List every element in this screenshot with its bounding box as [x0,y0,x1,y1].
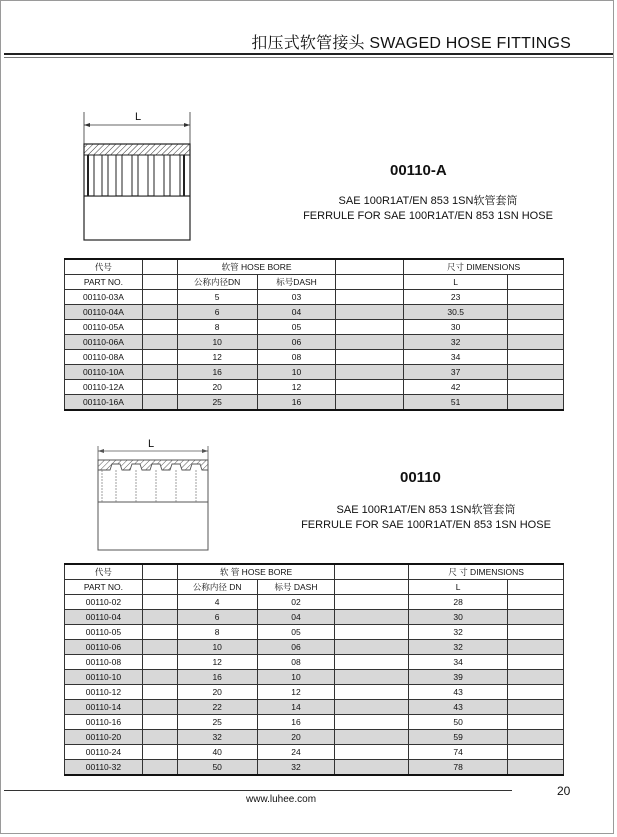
header-dn: 公称内径DN [177,275,257,290]
blank-cell [508,760,564,776]
dash-cell: 05 [257,625,335,640]
header-blank [335,564,409,580]
blank-cell [508,365,564,380]
page-number: 20 [557,784,571,798]
blank-cell [336,380,404,395]
header-l: L [404,275,508,290]
table-row [65,610,564,625]
length-cell: 32 [409,640,508,655]
blank-cell [142,335,177,350]
blank-cell [335,760,409,776]
length-cell: 50 [409,715,508,730]
length-cell: 37 [404,365,508,380]
table-row [65,625,564,640]
dn-cell: 5 [177,290,257,305]
dn-cell: 12 [177,655,257,670]
header-code-cn: 代号 [65,259,143,275]
blank-cell [508,290,564,305]
blank-cell [142,395,177,411]
description-cn: SAE 100R1AT/EN 853 1SN软管套筒 [336,504,516,516]
blank-cell [508,610,564,625]
dn-cell: 12 [177,350,257,365]
blank-cell [508,320,564,335]
dn-cell: 10 [177,335,257,350]
part-number-cell: 00110-06A [65,335,143,350]
header-dash: 标号DASH [257,275,336,290]
part-number-cell: 00110-20 [65,730,143,745]
part-number-cell: 00110-10 [65,670,143,685]
footer-divider [4,790,512,791]
table-row [65,290,564,305]
dash-cell: 24 [257,745,335,760]
blank-cell [142,655,177,670]
dash-cell: 14 [257,700,335,715]
blank-cell [508,380,564,395]
table-row [65,335,564,350]
part-number-cell: 00110-12A [65,380,143,395]
header-blank [142,275,177,290]
header-blank [336,275,404,290]
header-dimensions: 尺寸 DIMENSIONS [404,259,564,275]
dash-cell: 06 [257,640,335,655]
blank-cell [142,305,177,320]
dash-cell: 10 [257,365,336,380]
dash-cell: 12 [257,380,336,395]
blank-cell [335,730,409,745]
header-blank [508,580,564,595]
dash-cell: 03 [257,290,336,305]
blank-cell [508,670,564,685]
dash-cell: 10 [257,670,335,685]
blank-cell [336,350,404,365]
dash-cell: 32 [257,760,335,776]
length-cell: 43 [409,700,508,715]
blank-cell [508,350,564,365]
blank-cell [142,625,177,640]
table-row [65,655,564,670]
part-number-cell: 00110-05A [65,320,143,335]
length-cell: 30.5 [404,305,508,320]
part-number-cell: 00110-06 [65,640,143,655]
part-number-cell: 00110-03A [65,290,143,305]
table-row [65,700,564,715]
header-code-cn: 代号 [65,564,143,580]
blank-cell [142,640,177,655]
blank-cell [142,670,177,685]
blank-cell [142,380,177,395]
header-divider [4,53,613,55]
blank-cell [336,335,404,350]
spec-table [64,563,564,776]
table-row [65,685,564,700]
dn-cell: 10 [177,640,257,655]
header-blank [142,580,177,595]
blank-cell [508,730,564,745]
blank-cell [508,395,564,411]
blank-cell [335,670,409,685]
dash-cell: 12 [257,685,335,700]
table-row [65,320,564,335]
blank-cell [336,320,404,335]
blank-cell [142,700,177,715]
header-blank [336,259,404,275]
table-row [65,745,564,760]
blank-cell [336,395,404,411]
part-number-cell: 00110-32 [65,760,143,776]
length-cell: 30 [409,610,508,625]
blank-cell [142,595,177,610]
header-divider-thin [4,57,613,58]
blank-cell [335,700,409,715]
table-row [65,395,564,411]
dn-cell: 4 [177,595,257,610]
dn-cell: 8 [177,320,257,335]
footer-url: www.luhee.com [246,794,317,805]
dn-cell: 20 [177,685,257,700]
length-cell: 78 [409,760,508,776]
header-hose-bore: 软管 HOSE BORE [177,259,336,275]
dash-cell: 02 [257,595,335,610]
blank-cell [335,595,409,610]
header-dash: 标号 DASH [257,580,335,595]
blank-cell [335,745,409,760]
blank-cell [508,700,564,715]
length-cell: 32 [404,335,508,350]
table-row [65,595,564,610]
blank-cell [335,655,409,670]
dash-cell: 04 [257,610,335,625]
table-row [65,670,564,685]
dn-cell: 50 [177,760,257,776]
dn-cell: 25 [177,395,257,411]
dn-cell: 20 [177,380,257,395]
dimension-label-l: L [148,438,155,450]
blank-cell [508,685,564,700]
table-row [65,730,564,745]
header-dimensions: 尺 寸 DIMENSIONS [409,564,564,580]
part-number-cell: 00110-02 [65,595,143,610]
description-en: FERRULE FOR SAE 100R1AT/EN 853 1SN HOSE [301,519,551,531]
blank-cell [335,625,409,640]
part-number-cell: 00110-16A [65,395,143,411]
blank-cell [142,760,177,776]
blank-cell [508,655,564,670]
part-number-cell: 00110-14 [65,700,143,715]
description-cn: SAE 100R1AT/EN 853 1SN软管套筒 [338,195,518,207]
dn-cell: 40 [177,745,257,760]
dash-cell: 06 [257,335,336,350]
blank-cell [142,365,177,380]
header-code-en: PART NO. [65,580,143,595]
dash-cell: 16 [257,715,335,730]
blank-cell [508,715,564,730]
blank-cell [142,715,177,730]
dash-cell: 08 [257,350,336,365]
blank-cell [142,730,177,745]
blank-cell [335,610,409,625]
model-description [292,503,560,533]
spec-table [64,258,564,411]
table-row [65,305,564,320]
blank-cell [508,595,564,610]
blank-cell [142,290,177,305]
dn-cell: 16 [177,670,257,685]
dimension-label-l: L [135,111,142,123]
page-title: 扣压式软管接头 SWAGED HOSE FITTINGS [251,35,571,52]
model-description [294,194,562,224]
blank-cell [142,350,177,365]
dn-cell: 16 [177,365,257,380]
ferrule-a-drawing [78,108,208,248]
header-blank [508,275,564,290]
description-en: FERRULE FOR SAE 100R1AT/EN 853 1SN HOSE [303,210,553,222]
table-row [65,715,564,730]
length-cell: 59 [409,730,508,745]
length-cell: 43 [409,685,508,700]
length-cell: 42 [404,380,508,395]
length-cell: 39 [409,670,508,685]
length-cell: 34 [409,655,508,670]
part-number-cell: 00110-08 [65,655,143,670]
part-number-cell: 00110-16 [65,715,143,730]
part-number-cell: 00110-10A [65,365,143,380]
length-cell: 34 [404,350,508,365]
header-blank [142,564,177,580]
dash-cell: 16 [257,395,336,411]
table-row [65,350,564,365]
blank-cell [508,335,564,350]
blank-cell [142,745,177,760]
dn-cell: 6 [177,610,257,625]
length-cell: 28 [409,595,508,610]
table-row [65,760,564,776]
blank-cell [335,685,409,700]
dn-cell: 32 [177,730,257,745]
header-dn: 公称内径 DN [177,580,257,595]
header-blank [142,259,177,275]
dn-cell: 22 [177,700,257,715]
table-row [65,380,564,395]
part-number-cell: 00110-05 [65,625,143,640]
blank-cell [335,715,409,730]
blank-cell [508,640,564,655]
blank-cell [336,365,404,380]
length-cell: 32 [409,625,508,640]
header-code-en: PART NO. [65,275,143,290]
blank-cell [508,305,564,320]
blank-cell [335,640,409,655]
table-row [65,640,564,655]
part-number-cell: 00110-04 [65,610,143,625]
header-l: L [409,580,508,595]
dash-cell: 04 [257,305,336,320]
blank-cell [142,685,177,700]
blank-cell [336,305,404,320]
header-hose-bore: 软 管 HOSE BORE [177,564,335,580]
length-cell: 51 [404,395,508,411]
dn-cell: 6 [177,305,257,320]
model-title: 00110-A [390,162,447,179]
length-cell: 74 [409,745,508,760]
dash-cell: 08 [257,655,335,670]
blank-cell [336,290,404,305]
blank-cell [508,745,564,760]
header-blank [335,580,409,595]
length-cell: 30 [404,320,508,335]
blank-cell [142,610,177,625]
part-number-cell: 00110-08A [65,350,143,365]
part-number-cell: 00110-24 [65,745,143,760]
part-number-cell: 00110-04A [65,305,143,320]
model-title: 00110 [400,469,441,486]
dn-cell: 8 [177,625,257,640]
table-row [65,365,564,380]
part-number-cell: 00110-12 [65,685,143,700]
blank-cell [142,320,177,335]
ferrule-drawing [96,440,226,550]
dash-cell: 20 [257,730,335,745]
dash-cell: 05 [257,320,336,335]
blank-cell [508,625,564,640]
dn-cell: 25 [177,715,257,730]
length-cell: 23 [404,290,508,305]
